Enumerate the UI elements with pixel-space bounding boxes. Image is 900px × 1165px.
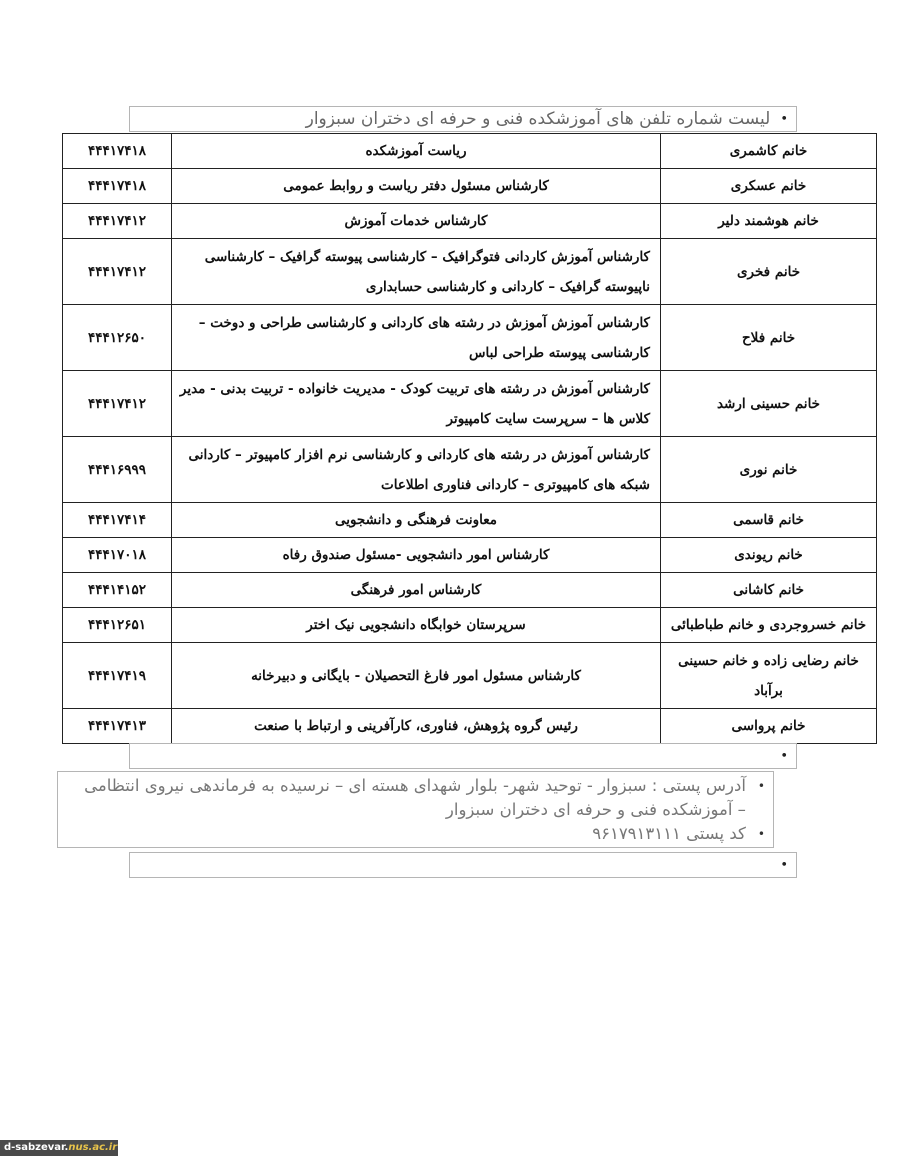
phone-table (62, 133, 877, 744)
contact-phone: ۴۴۴۱۷۴۱۹ (63, 643, 172, 709)
contact-name: خانم کاشمری (661, 134, 877, 169)
empty-bullet-box-2: • (129, 852, 797, 878)
contact-name: خانم حسینی ارشد (661, 371, 877, 437)
contact-role: کارشناس امور دانشجویی -مسئول صندوق رفاه (172, 538, 661, 573)
contact-phone: ۴۴۴۱۲۶۵۰ (63, 305, 172, 371)
table-row (63, 643, 877, 709)
contact-name: خانم عسکری (661, 169, 877, 204)
empty-bullet-box: • (129, 743, 797, 769)
table-row (63, 709, 877, 744)
table-row (63, 503, 877, 538)
postal-code: کد پستی ۹۶۱۷۹۱۳۱۱۱ (592, 824, 746, 843)
contact-name: خانم فخری (661, 239, 877, 305)
table-row (63, 608, 877, 643)
contact-name: خانم رضایی زاده و خانم حسینی برآباد (661, 643, 877, 709)
page-title: لیست شماره تلفن های آموزشکده فنی و حرفه ای دختران سبزوار (305, 109, 771, 129)
table-row (63, 239, 877, 305)
contact-phone: ۴۴۴۱۷۴۱۳ (63, 709, 172, 744)
title-box (129, 106, 797, 132)
contact-role: کارشناس آموزش در رشته های تربیت کودک - مدیریت خانواده - تربیت بدنی - مدیر کلاس ها – سرپرست سایت کامپیوتر (172, 371, 661, 437)
site-watermark: d-sabzevar.nus.ac.ir (0, 1140, 118, 1156)
contact-phone: ۴۴۴۱۷۴۱۴ (63, 503, 172, 538)
table-row (63, 169, 877, 204)
contact-phone: ۴۴۴۱۷۴۱۲ (63, 239, 172, 305)
contact-name: خانم قاسمی (661, 503, 877, 538)
table-row (63, 573, 877, 608)
table-row (63, 305, 877, 371)
contact-name: خانم هوشمند دلیر (661, 204, 877, 239)
contact-role: کارشناس آموزش کاردانی فتوگرافیک – کارشناسی پیوسته گرافیک – کارشناسی ناپیوسته گرافیک – کاردانی و کارشناسی حسابداری (172, 239, 661, 305)
contact-role: سرپرستان خوابگاه دانشجویی نیک اختر (172, 608, 661, 643)
contact-phone: ۴۴۴۱۷۴۱۲ (63, 204, 172, 239)
contact-phone: ۴۴۴۱۷۴۱۸ (63, 169, 172, 204)
table-row (63, 204, 877, 239)
contact-phone: ۴۴۴۱۷۰۱۸ (63, 538, 172, 573)
contact-role: کارشناس خدمات آموزش (172, 204, 661, 239)
address-box (57, 771, 774, 848)
contact-phone: ۴۴۴۱۶۹۹۹ (63, 437, 172, 503)
contact-role: کارشناس آموزش در رشته های کاردانی و کارشناسی نرم افزار کامپیوتر – کاردانی شبکه های کامپیوتری – کاردانی فناوری اطلاعات (172, 437, 661, 503)
table-row (63, 437, 877, 503)
postal-code-item: • کد پستی ۹۶۱۷۹۱۳۱۱۱ (82, 822, 765, 846)
contact-name: خانم کاشانی (661, 573, 877, 608)
contact-role: رئیس گروه پژوهش، فناوری، کارآفرینی و ارتباط با صنعت (172, 709, 661, 744)
contact-phone: ۴۴۴۱۲۶۵۱ (63, 608, 172, 643)
contact-name: خانم خسروجردی و خانم طباطبائی (661, 608, 877, 643)
contact-role: کارشناس امور فرهنگی (172, 573, 661, 608)
contact-name: خانم ریوندی (661, 538, 877, 573)
table-row (63, 134, 877, 169)
contact-phone: ۴۴۴۱۷۴۱۲ (63, 371, 172, 437)
contact-role: کارشناس آموزش آموزش در رشته های کاردانی و کارشناسی طراحی و دوخت – کارشناسی پیوسته طراحی لباس (172, 305, 661, 371)
contact-phone: ۴۴۴۱۴۱۵۲ (63, 573, 172, 608)
contact-role: کارشناس مسئول دفتر ریاست و روابط عمومی (172, 169, 661, 204)
title-bullet: • (780, 111, 788, 127)
contact-role: ریاست آموزشکده (172, 134, 661, 169)
table-row (63, 371, 877, 437)
address-item: • آدرس پستی : سبزوار - توحید شهر- بلوار شهدای هسته ای – نرسیده به فرماندهی نیروی انتظامی – آموزشکده فنی و حرفه ای دختران سبزوار (82, 774, 765, 822)
contact-role: معاونت فرهنگی و دانشجویی (172, 503, 661, 538)
table-row (63, 538, 877, 573)
contact-name: خانم نوری (661, 437, 877, 503)
postal-address: آدرس پستی : سبزوار - توحید شهر- بلوار شهدای هسته ای – نرسیده به فرماندهی نیروی انتظامی – آموزشکده فنی و حرفه ای دختران سبزوار (84, 776, 746, 819)
contact-name: خانم فلاح (661, 305, 877, 371)
contact-role: کارشناس مسئول امور فارغ التحصیلان - بایگانی و دبیرخانه (172, 643, 661, 709)
contact-name: خانم پرواسی (661, 709, 877, 744)
contact-phone: ۴۴۴۱۷۴۱۸ (63, 134, 172, 169)
